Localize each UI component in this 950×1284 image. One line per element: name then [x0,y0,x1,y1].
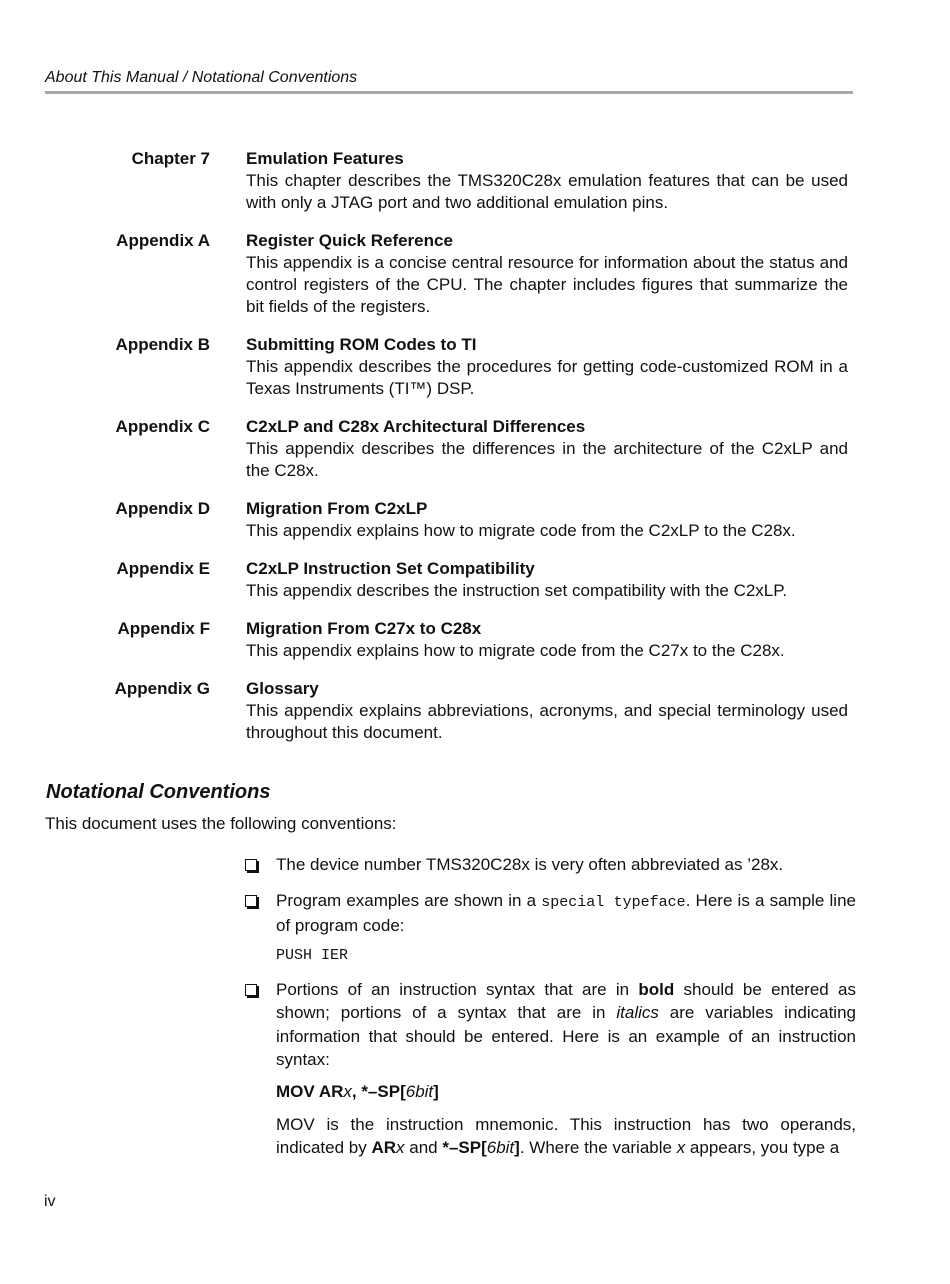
list-item [243,889,856,966]
chapter-entry [0,334,950,400]
entry-label: Appendix A [116,231,210,250]
list-item [243,978,856,1160]
entry-description: This appendix describes the differences in the architecture of the C2xLP and the C28x. [246,439,848,480]
instruction-syntax: MOV ARx, *–SP[6bit] [276,1081,439,1101]
chapter-entry [0,558,950,602]
entry-description: This appendix explains how to migrate code from the C2xLP to the C28x. [246,521,796,540]
chapter-entry [0,678,950,744]
chapter-entry [0,416,950,482]
bullet-text: Portions of an instruction syntax that are in bold should be entered as shown; portions of a syntax that are in italics are variables indicating information that should be entered. Here is an example of an instruction syntax: [276,979,856,1069]
chapter-entry [0,148,950,214]
page-number: iv [44,1193,56,1210]
special-typeface-sample: special typeface [541,893,686,911]
entry-title: C2xLP Instruction Set Compatibility [246,559,535,578]
entry-description: This appendix describes the procedures for getting code-customized ROM in a Texas Instruments (TI™) DSP. [246,357,848,398]
bullet-text: Program examples are shown in a special typeface. Here is a sample line of program code: [276,890,856,935]
entry-label: Appendix D [115,499,210,518]
entry-title: Glossary [246,679,319,698]
entry-label: Appendix F [117,619,210,638]
entry-label: Appendix G [114,679,210,698]
chapter-entry [0,618,950,662]
bullet-text: The device number TMS320C28x is very often abbreviated as ’28x. [276,855,784,874]
entry-description: This chapter describes the TMS320C28x emulation features that can be used with only a JTAG port and two additional emulation pins. [246,171,848,212]
checkbox-bullet-icon [245,984,257,996]
entry-label: Appendix C [115,417,210,436]
italic-word: italics [616,1003,659,1022]
running-header: About This Manual / Notational Conventions [45,69,358,86]
entry-title: C2xLP and C28x Architectural Differences [246,417,586,436]
entry-description: This appendix explains abbreviations, acronyms, and special terminology used throughout this document. [246,701,848,742]
section-intro: This document uses the following conventions: [45,814,397,833]
entry-title: Register Quick Reference [246,231,453,250]
entry-description: This appendix is a concise central resource for information about the status and control registers of the CPU. The chapter includes figures that summarize the bit fields of the registers. [246,253,848,316]
entry-description: This appendix explains how to migrate code from the C27x to the C28x. [246,641,785,660]
entry-label: Appendix E [116,559,210,578]
chapter-list [0,148,950,760]
entry-title: Emulation Features [246,149,404,168]
entry-title: Submitting ROM Codes to TI [246,335,477,354]
list-item [243,853,856,877]
bold-word: bold [638,979,675,999]
checkbox-bullet-icon [245,895,257,907]
syntax-explanation: MOV is the instruction mnemonic. This instruction has two operands, indicated by ARx and *–SP[6bit]. Where the variable x appears, you type a [276,1114,856,1157]
entry-title: Migration From C27x to C28x [246,619,482,638]
header-rule [45,91,853,94]
convention-list [243,853,856,1172]
chapter-entry [0,230,950,318]
entry-label: Appendix B [115,335,210,354]
entry-label: Chapter 7 [131,149,210,168]
chapter-entry [0,498,950,542]
entry-title: Migration From C2xLP [246,499,428,518]
entry-description: This appendix describes the instruction set compatibility with the C2xLP. [246,581,788,600]
code-example: PUSH IER [276,946,349,964]
section-heading: Notational Conventions [46,781,271,803]
checkbox-bullet-icon [245,859,257,871]
